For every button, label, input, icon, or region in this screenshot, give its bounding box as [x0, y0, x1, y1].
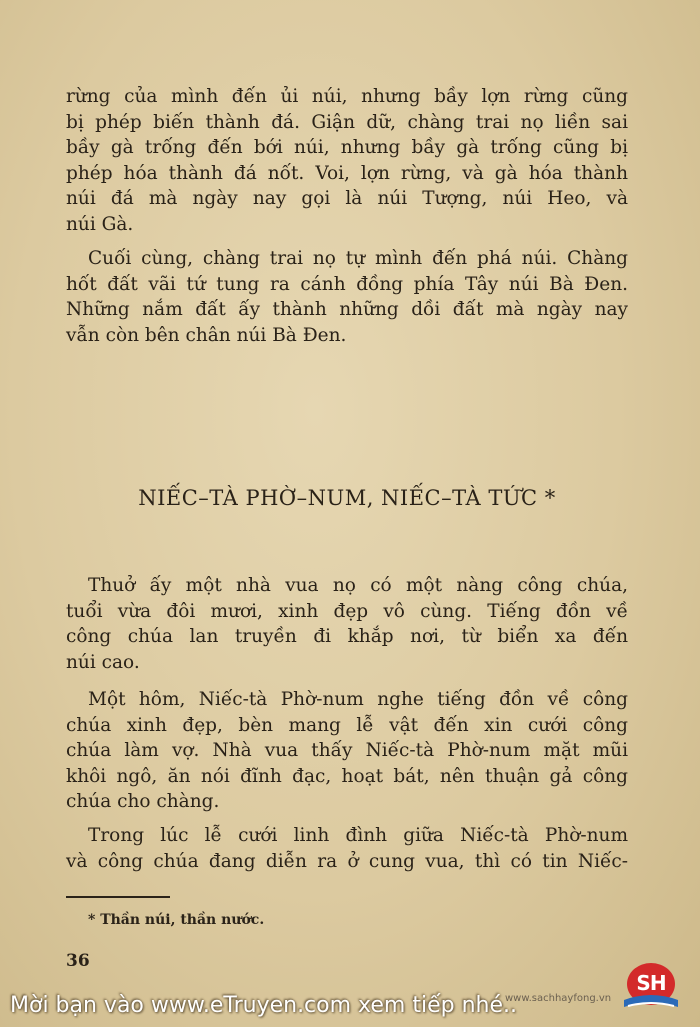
text-line: núi đá mà ngày nay gọi là núi Tượng, núi Heo, và	[66, 188, 628, 209]
paragraph-5	[66, 823, 628, 874]
story-title: NIẾC–TÀ PHỜ–NUM, NIẾC–TÀ TỨC *	[138, 486, 556, 510]
text-line: Trong lúc lễ cưới linh đình giữa Niếc-tà Phờ-num	[88, 825, 628, 846]
text-line: rừng của mình đến ủi núi, nhưng bầy lợn rừng cũng	[66, 86, 628, 107]
text-line: và công chúa đang diễn ra ở cung vua, thì có tin Niếc-	[66, 850, 628, 872]
text-line: chúa làm vợ. Nhà vua thấy Niếc-tà Phờ-num mặt mũi	[66, 740, 628, 761]
text-line: núi Gà.	[66, 213, 134, 235]
text-line: vẫn còn bên chân núi Bà Đen.	[66, 324, 347, 346]
page-number: 36	[66, 951, 90, 971]
text-line: Cuối cùng, chàng trai nọ tự mình đến phá núi. Chàng	[88, 248, 628, 269]
watermark-link-text[interactable]: Mời bạn vào www.eTruyen.com xem tiếp nhé..	[10, 993, 517, 1018]
publisher-logo-icon	[620, 960, 682, 1014]
text-line: núi cao.	[66, 651, 140, 673]
paragraph-1	[66, 84, 628, 237]
text-line: công chúa lan truyền đi khắp nơi, từ biển xa đến	[66, 626, 628, 647]
text-line: bầy gà trống đến bới núi, nhưng bầy gà trống cũng bị	[66, 137, 628, 158]
paragraph-4	[66, 687, 628, 815]
text-line: Một hôm, Niếc-tà Phờ-num nghe tiếng đồn về công	[88, 689, 628, 710]
paragraph-3	[66, 573, 628, 675]
text-line: tuổi vừa đôi mươi, xinh đẹp vô cùng. Tiếng đồn về	[66, 600, 628, 622]
text-line: chúa xinh đẹp, bèn mang lễ vật đến xin cưới công	[66, 714, 628, 736]
footnote: * Thần núi, thần nước.	[88, 912, 265, 928]
logo-letters: SH	[636, 971, 666, 995]
paragraph-2	[66, 246, 628, 348]
text-line: Những nắm đất ấy thành những dồi đất mà ngày nay	[66, 299, 628, 320]
site-url-text: www.sachhayfong.vn	[505, 993, 612, 1004]
text-line: hốt đất vãi tứ tung ra cánh đồng phía Tây núi Bà Đen.	[66, 273, 628, 295]
text-line: bị phép biến thành đá. Giận dữ, chàng trai nọ liền sai	[66, 111, 628, 133]
text-line: phép hóa thành đá nốt. Voi, lợn rừng, và gà hóa thành	[66, 162, 628, 184]
footnote-divider	[66, 896, 170, 898]
text-line: chúa cho chàng.	[66, 791, 220, 812]
text-line: Thuở ấy một nhà vua nọ có một nàng công chúa,	[88, 575, 628, 596]
text-line: khôi ngô, ăn nói đĩnh đạc, hoạt bát, nên thuận gả công	[66, 765, 628, 787]
